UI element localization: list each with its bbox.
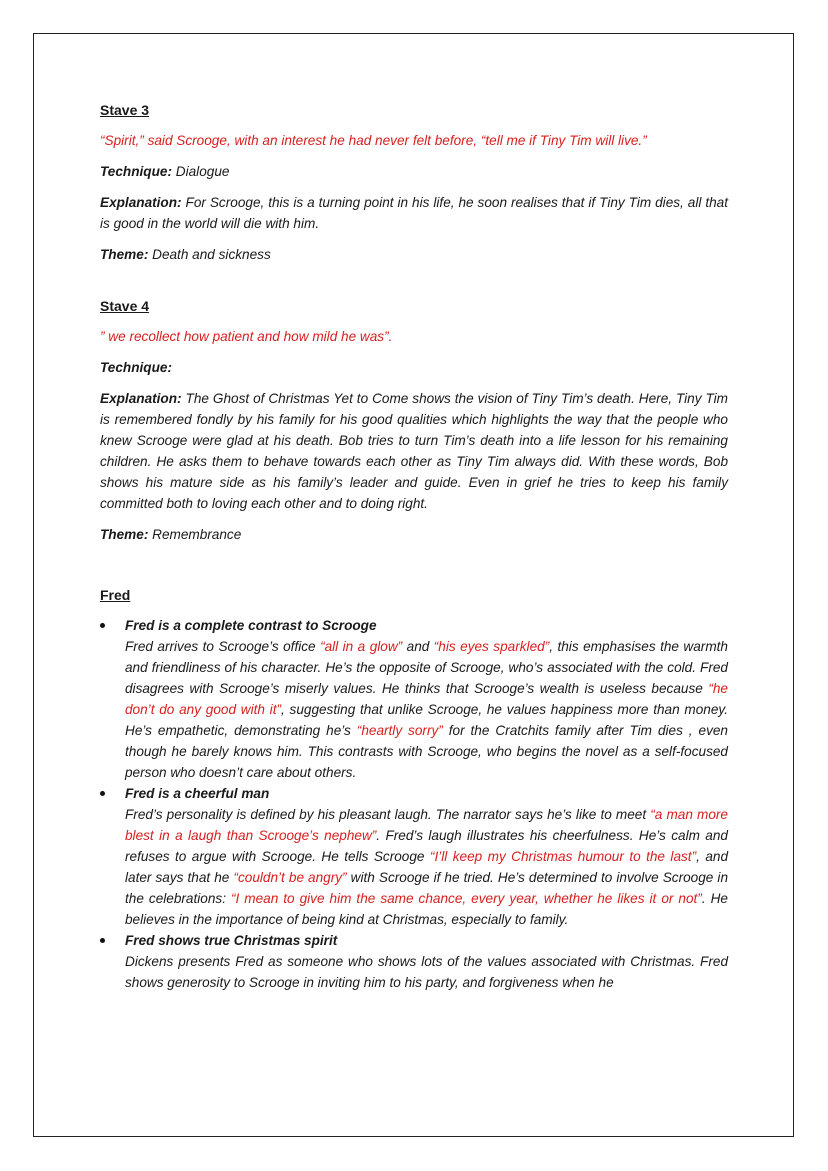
body-text: . He believes in the importance of being kind at Christmas, especially to family.	[125, 891, 728, 927]
stave-3-theme	[100, 244, 728, 265]
quote-text: “I’ll keep my Christmas humour to the last”	[429, 849, 697, 864]
stave-4-quote: ” we recollect how patient and how mild he was”.	[100, 329, 393, 344]
body-text: Dickens presents Fred as someone who shows lots of the values associated with Christmas. Fred shows generosity to Scrooge in inviting him to his party, and forgiveness when he	[125, 954, 728, 990]
stave-4-heading: Stave 4	[100, 298, 150, 314]
bullet-icon	[100, 938, 105, 943]
stave-3-section	[100, 102, 728, 265]
technique-label: Technique:	[100, 360, 172, 375]
theme-value: Remembrance	[152, 527, 242, 542]
stave-4-explanation	[100, 388, 728, 514]
bullet-body	[125, 636, 728, 783]
technique-label: Technique:	[100, 164, 172, 179]
body-text: and	[402, 639, 434, 654]
quote-text: “he don’t do any good with it”	[125, 681, 728, 717]
theme-value: Death and sickness	[152, 247, 271, 262]
stave-3-quote: “Spirit,” said Scrooge, with an interest he had never felt before, “tell me if Tiny Tim will live.”	[100, 133, 647, 148]
quote-text: “a man more blest in a laugh than Scrooge’s nephew”	[125, 807, 728, 843]
bullet-title: Fred is a cheerful man	[125, 786, 270, 801]
bullet-title: Fred shows true Christmas spirit	[125, 933, 338, 948]
list-item	[100, 783, 728, 930]
body-text: Fred arrives to Scrooge’s office	[125, 639, 321, 654]
stave-3-explanation	[100, 192, 728, 234]
quote-text: “all in a glow”	[320, 639, 403, 654]
theme-label: Theme:	[100, 247, 149, 262]
explanation-label: Explanation:	[100, 391, 182, 406]
stave-3-technique	[100, 161, 728, 182]
theme-label: Theme:	[100, 527, 149, 542]
list-item	[100, 615, 728, 783]
explanation-label: Explanation:	[100, 195, 182, 210]
explanation-text: For Scrooge, this is a turning point in his life, he soon realises that if Tiny Tim dies, all that is good in the world will die with him.	[100, 195, 728, 231]
stave-4-theme	[100, 524, 728, 545]
stave-4-technique	[100, 357, 728, 378]
bullet-title: Fred is a complete contrast to Scrooge	[125, 618, 377, 633]
bullet-body	[125, 804, 728, 930]
fred-bullet-list	[100, 615, 728, 993]
quote-text: “heartly sorry”	[356, 723, 443, 738]
document-body	[100, 102, 728, 993]
bullet-body	[125, 951, 728, 993]
body-text: Fred’s personality is defined by his pleasant laugh. The narrator says he’s like to meet	[125, 807, 651, 822]
bullet-icon	[100, 791, 105, 796]
body-text: , and later says that he	[125, 849, 728, 885]
body-text: , suggesting that unlike Scrooge, he values happiness more than money. He’s empathetic, demonstrating he’s	[125, 702, 728, 738]
body-text: . Fred’s laugh illustrates his cheerfulness. He’s calm and refuses to argue with Scrooge. He tells Scrooge	[125, 828, 728, 864]
list-item	[100, 930, 728, 993]
fred-heading: Fred	[100, 587, 131, 603]
quote-text: “I mean to give him the same chance, every year, whether he likes it or not”	[230, 891, 702, 906]
bullet-icon	[100, 623, 105, 628]
stave-4-section	[100, 298, 728, 545]
body-text: with Scrooge if he tried. He’s determined to involve Scrooge in the celebrations:	[125, 870, 729, 906]
fred-section	[100, 587, 728, 993]
explanation-text: The Ghost of Christmas Yet to Come shows the vision of Tiny Tim’s death. Here, Tiny Tim is remembered fondly by his family for his good qualities which highlights the way that the people who knew Scrooge were glad at his death. Bob tries to turn Tim’s death into a life lesson for his remaining children. He asks them to behave towards each other as Tiny Tim always did. With these words, Bob shows his mature side as his family’s leader and guide. Even in grief he tries to keep his family committed both to loving each other and to doing right.	[100, 391, 728, 511]
body-text: , this emphasises the warmth and friendliness of his character. He’s the opposite of Scrooge, who’s associated with the cold. Fred disagrees with Scrooge’s miserly values. He thinks that Scrooge’s wealth is useless because	[125, 639, 728, 696]
quote-text: “couldn’t be angry”	[233, 870, 347, 885]
body-text: for the Cratchits family after Tim dies , even though he barely knows him. This contrasts with Scrooge, who begins the novel as a self-focused person who doesn’t care about others.	[125, 723, 728, 780]
quote-text: “his eyes sparkled”	[433, 639, 550, 654]
stave-3-heading: Stave 3	[100, 102, 150, 118]
technique-value: Dialogue	[175, 164, 230, 179]
